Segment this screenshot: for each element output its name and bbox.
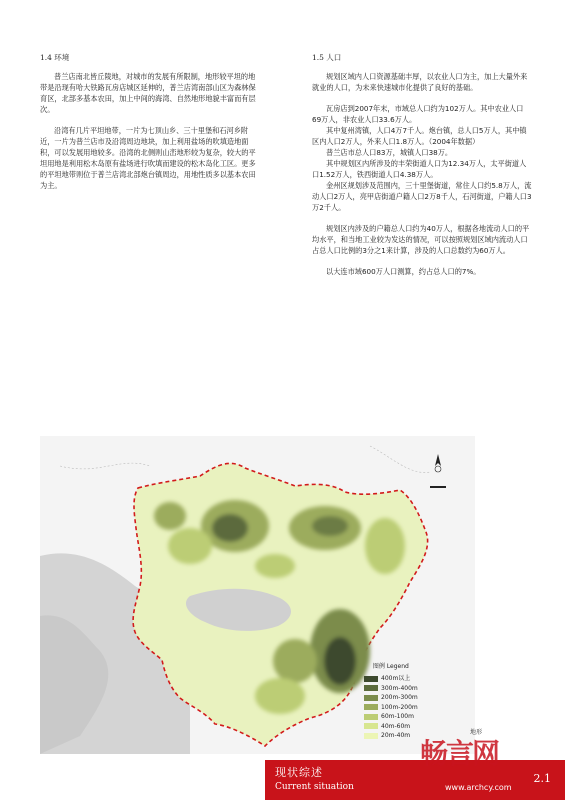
paragraph: 金州区规划涉及范围内，三十里堡街道，常住人口约5.8万人，流动人口2万人，亮甲店街道户籍人口2万8千人，石河街道，户籍人口3万2千人。 xyxy=(312,181,532,212)
footer-bar xyxy=(265,760,565,800)
legend-swatch xyxy=(364,695,378,701)
paragraph: 以大连市域600万人口测算，约占总人口的7%。 xyxy=(326,267,481,276)
paragraph: 瓦房店到2007年末，市域总人口约为102万人。其中农业人口69万人，非农业人口33.6万人。 xyxy=(312,104,524,124)
paragraph: 规划区域内人口资源基础丰厚，以农业人口为主，加上大量外来就业的人口，为未来快速城市化提供了良好的基础。 xyxy=(312,72,528,92)
page-number: 2.1 xyxy=(533,772,551,785)
legend-swatch xyxy=(364,723,378,729)
paragraph: 规划区内涉及的户籍总人口约为40万人，根据各地流动人口的平均水平，和当地工业较为发达的情况，可以按照规划区域内流动人口占总人口比例的3分之1来计算，涉及的人口总数约为60万人。 xyxy=(312,224,530,255)
paragraph: 其中复州湾镇，人口4万7千人。炮台镇，总人口5万人，其中镇区内人口2万人，外来人口1.8万人。（2004年数据） xyxy=(312,126,527,146)
legend-swatch xyxy=(364,733,378,739)
legend-swatch xyxy=(364,676,378,682)
footer-subtitle: Current situation xyxy=(275,782,354,792)
footer-title: 现状综述 xyxy=(275,766,323,779)
legend-item: 20m-40m xyxy=(364,731,418,741)
legend-title: 图例 Legend xyxy=(372,663,409,670)
terrain-label: 地形 xyxy=(470,729,483,736)
legend-swatch xyxy=(364,714,378,720)
population-section xyxy=(312,52,532,287)
legend-item: 200m-300m xyxy=(364,693,418,703)
environment-section xyxy=(40,52,258,201)
legend-item: 100m-200m xyxy=(364,703,418,713)
legend-item: 40m-60m xyxy=(364,722,418,732)
paragraph: 普兰店市总人口83万，城镇人口38万。 xyxy=(326,148,453,157)
legend-item: 60m-100m xyxy=(364,712,418,722)
watermark-url: www.archcy.com xyxy=(445,783,512,792)
watermark-logo: 畅言网 xyxy=(420,737,499,770)
paragraph: 其中规划区内所涉及的丰荣街道人口为12.34万人，太平街道人口1.52万人，铁西街道人口4.38万人。 xyxy=(312,159,527,179)
legend-swatch xyxy=(364,704,378,710)
legend-item: 300m-400m xyxy=(364,684,418,694)
section-heading: 1.4 环境 xyxy=(40,53,70,62)
paragraph: 普兰店南北皆丘陵地，对城市的发展有所限制，地形较平坦的地带是沿现有哈大铁路瓦房店城区延伸的，普兰店湾南部山区为森林保育区，北部多基本农田，加上中间的海湾、自然地形地貌丰富而有层次。 xyxy=(40,72,256,114)
legend-item: 400m以上 xyxy=(364,674,418,684)
map-legend xyxy=(364,662,418,741)
section-heading: 1.5 人口 xyxy=(312,53,342,62)
legend-swatch xyxy=(364,685,378,691)
paragraph: 沿湾有几片平坦地带，一片为七顶山乡、三十里堡和石河乡附近，一片为普兰店市及沿湾周边地块，加上利用盐场的吹填造地面积，可以发展用地较多。沿湾的北侧则山峦地形较为复杂，较大的平坦用地是利用松木岛原有盐场进行吹填而建设的松木岛化工区。更多的平坦地带则位于普兰店湾北部炮台镇周边，用地性质多以基本农田为主。 xyxy=(40,126,256,190)
